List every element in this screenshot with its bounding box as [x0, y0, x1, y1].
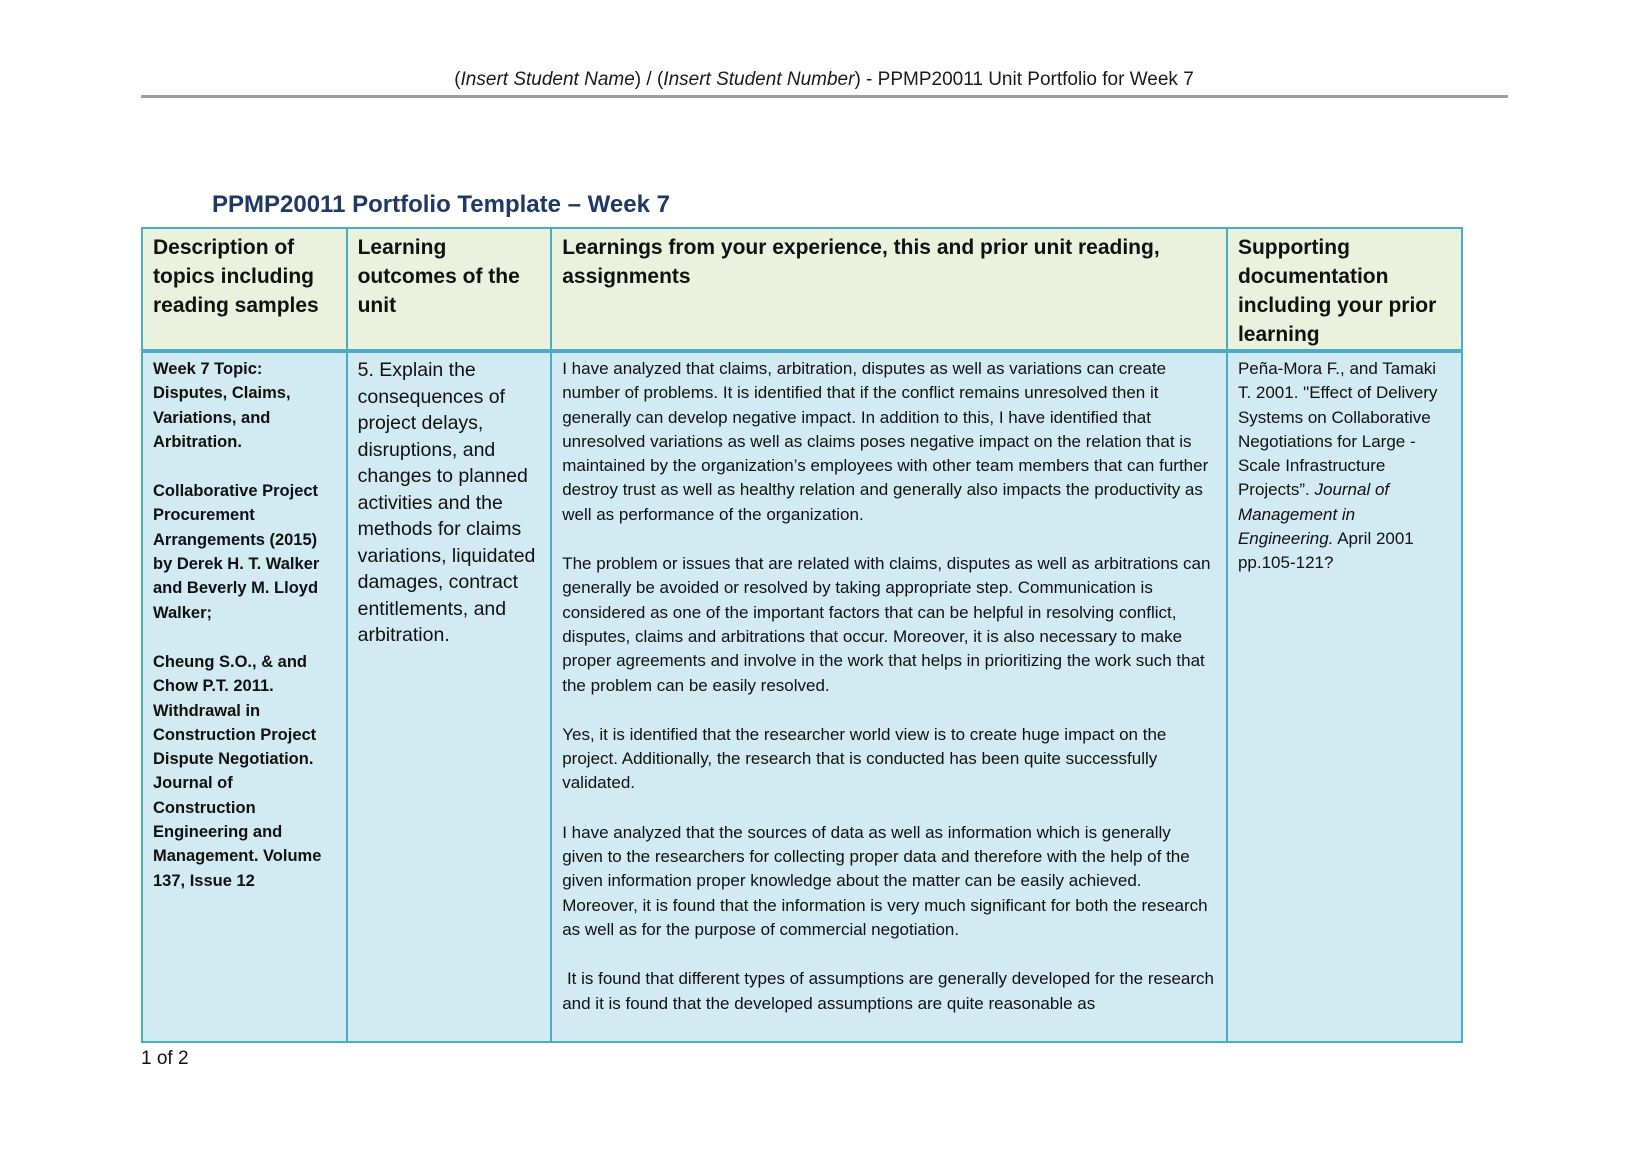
learning-paragraph-4: I have analyzed that the sources of data as well as information which is generally given to the researchers for collecting proper data and therefore with the help of the given information proper knowledge about the matter can be easily achieved. Moreover, it is found that the information is very much significant for both the research as well as for the purpose of commercial negotiation. [562, 822, 1208, 939]
header-open-paren: ( [454, 69, 461, 90]
support-cell [1227, 351, 1462, 1042]
outcomes-cell [347, 351, 552, 1042]
learning-outcome: 5. Explain the consequences of project delays, disruptions, and changes to planned activities and the methods for claims variations, liquidated damages, contract entitlements, and arbitration. [357, 359, 536, 646]
support-authors: Peña-Mora F., and Tamaki T. 2001. "Effect of Delivery Systems on Collaborative Negotiations for Large -Scale Infrastructure Projects”. [1237, 359, 1438, 500]
learning-paragraph-1: I have analyzed that claims, arbitration, disputes as well as variations can create number of problems. It is identified that if the conflict remains unresolved then it generally can develop negative impact. In addition to this, I have identified that unresolved variations as well as claims poses negative impact on the relation that is maintained by the organization’s employees with other team members that can further destroy trust as well as healthy relation and generally also impacts the productivity as well as performance of the organization. [562, 359, 1209, 524]
portfolio-table [141, 227, 1463, 1043]
learning-paragraph-2: The problem or issues that are related with claims, disputes as well as arbitrations can generally be avoided or resolved by taking appropriate step. Communication is considered as one of the important factors that can be helpful in resolving conflict, disputes, claims and arbitrations that occur. Moreover, it is also necessary to make proper agreements and involve in the work that helps in prioritizing the work such that the problem can be easily resolved. [562, 554, 1211, 695]
header-support: Supporting documentation including your prior learning [1227, 228, 1462, 351]
learning-paragraph-5: It is found that different types of assumptions are generally developed for the research and it is found that the developed assumptions are quite reasonable as [562, 969, 1219, 1013]
table-header-row [142, 228, 1462, 351]
topics-cell [142, 351, 347, 1042]
header-topics: Description of topics including reading samples [142, 228, 347, 351]
topic-reading-2: Cheung S.O., & and Chow P.T. 2011. Withdrawal in Construction Project Dispute Negotiation. Journal of Construction Engineering and Management. Volume 137, Issue 12 [153, 652, 322, 890]
header-suffix: ) - PPMP20011 Unit Portfolio for Week 7 [854, 69, 1194, 90]
support-reference [1238, 357, 1451, 576]
header-rule [141, 95, 1508, 98]
support-journal: Journal of Management in Engineering. [1237, 480, 1390, 549]
learnings-cell [551, 351, 1227, 1042]
header-outcomes: Learning outcomes of the unit [347, 228, 552, 351]
support-details: April 2001 pp.105-121? [1237, 529, 1414, 573]
header-separator: ) / ( [634, 69, 664, 90]
learning-paragraph-3: Yes, it is identified that the researcher world view is to create huge impact on the project. Additionally, the research that is conducted has been quite successfully validated. [562, 724, 1167, 793]
header-learnings: Learnings from your experience, this and prior unit reading, assignments [551, 228, 1227, 351]
student-number-placeholder: Insert Student Number [663, 69, 855, 90]
topic-week: Week 7 Topic: Disputes, Claims, Variations, and Arbitration. [153, 360, 291, 451]
topic-reading-1: Collaborative Project Procurement Arrangements (2015) by Derek H. T. Walker and Beverly M. Lloyd Walker; [153, 482, 320, 622]
student-name-placeholder: Insert Student Name [460, 69, 635, 90]
page-header [141, 68, 1507, 92]
page-title: PPMP20011 Portfolio Template – Week 7 [212, 191, 670, 218]
page-number: 1 of 2 [141, 1048, 189, 1069]
table-row [142, 351, 1462, 1042]
